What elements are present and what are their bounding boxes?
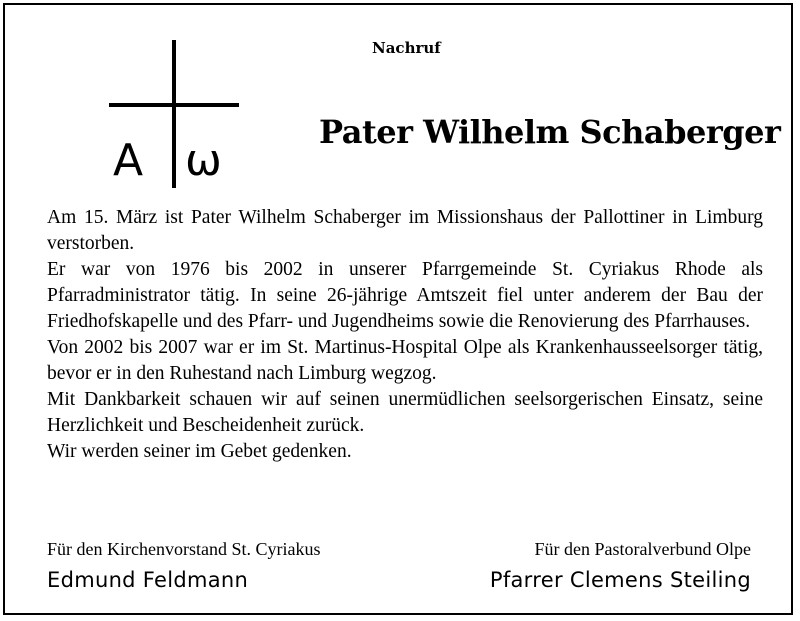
obituary-text [47, 205, 763, 465]
signature-organization: Für den Pastoralverbund Olpe [534, 539, 751, 559]
signature-left [47, 538, 320, 592]
signature-organization: Für den Kirchenvorstand St. Cyriakus [47, 539, 321, 559]
paragraph: Mit Dankbarkeit schauen wir auf seinen unermüdlichen seelsorgerischen Einsatz, seine Herzlichkeit und Bescheidenheit zurück. [47, 389, 763, 436]
paragraph: Wir werden seiner im Gebet gedenken. [47, 441, 352, 462]
header-label: Nachruf [372, 39, 441, 57]
paragraph: Von 2002 bis 2007 war er im St. Martinus-Hospital Olpe als Krankenhausseelsorger tätig, bevor er in den Ruhestand nach Limburg wegzog. [47, 337, 763, 384]
paragraph: Er war von 1976 bis 2002 in unserer Pfarrgemeinde St. Cyriakus Rhode als Pfarradministrator tätig. In seine 26-jährige Amtszeit fiel unter anderem der Bau der Friedhofskapelle und des Pfarr- und Jugendheims sowie die Renovierung des Pfarrhauses. [47, 259, 763, 332]
paragraph: Am 15. März ist Pater Wilhelm Schaberger im Missionshaus der Pallottiner in Limburg verstorben. [47, 207, 763, 254]
alpha-letter: A [113, 135, 144, 186]
obituary-frame [3, 3, 793, 615]
signature-right [490, 538, 751, 592]
signature-name: Pfarrer Clemens Steiling [489, 568, 751, 592]
signature-name: Edmund Feldmann [47, 568, 249, 592]
omega-letter: ω [185, 135, 222, 186]
cross-alpha-omega-icon [109, 40, 239, 190]
page-title: Pater Wilhelm Schaberger [319, 113, 781, 151]
